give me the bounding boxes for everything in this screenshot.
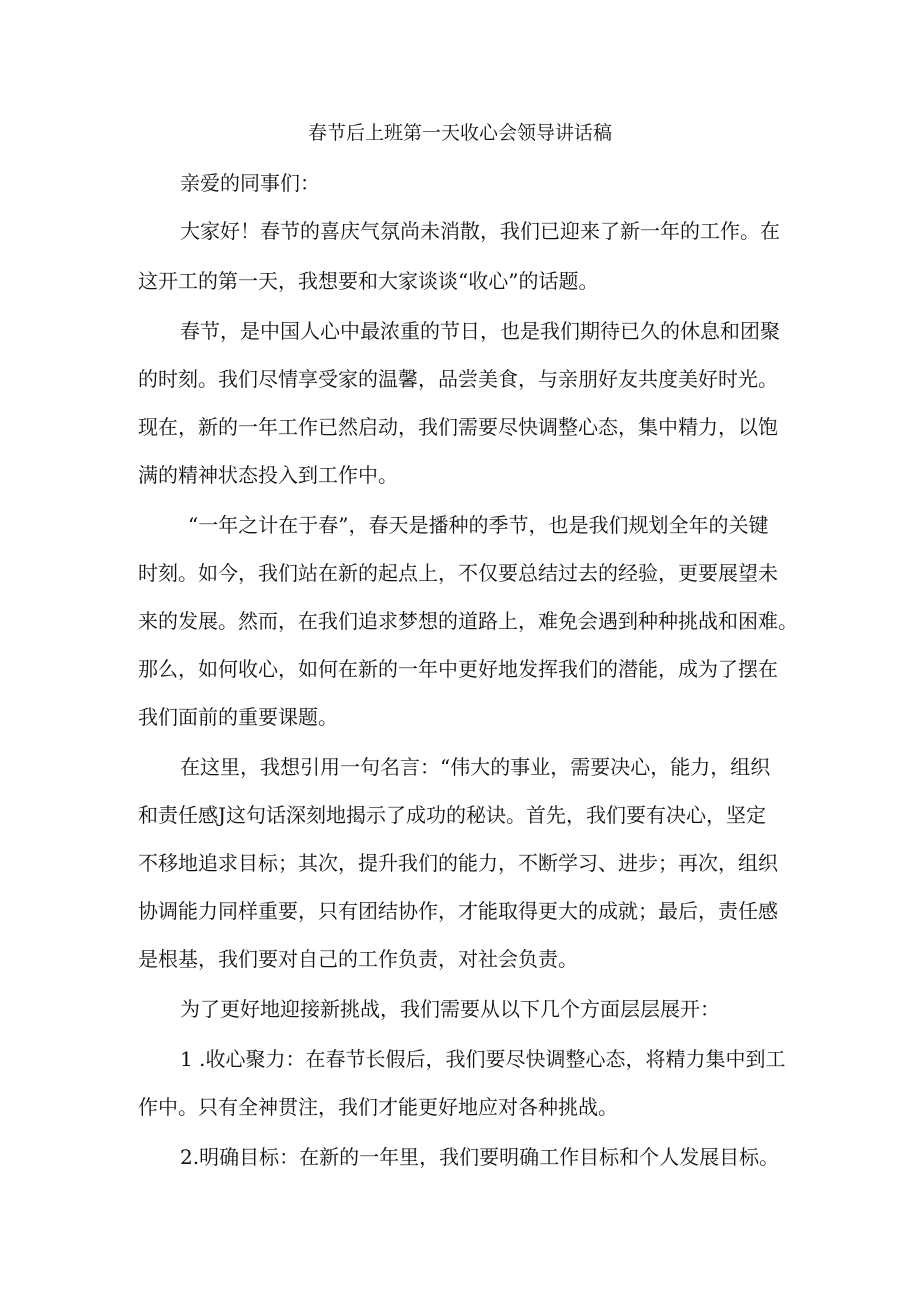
paragraph-line: 不移地追求目标；其次，提升我们的能力，不断学习、进步；再次，组织 [138, 851, 778, 875]
list-item-line: 1 .收心聚力：在春节长假后，我们要尽快调整心态，将精力集中到工 [180, 1047, 786, 1071]
paragraph-line: 现在，新的一年工作已然启动，我们需要尽快调整心态，集中精力，以饱 [138, 415, 778, 439]
paragraph-line: 那么，如何收心，如何在新的一年中更好地发挥我们的潜能，成为了摆在 [138, 657, 778, 681]
paragraph-line: 春节，是中国人心中最浓重的节日，也是我们期待已久的休息和团聚 [180, 319, 780, 343]
document-title: 春节后上班第一天收心会领导讲话稿 [307, 122, 612, 144]
paragraph-line: 来的发展。然而，在我们追求梦想的道路上，难免会遇到种种挑战和困难。 [138, 609, 798, 633]
paragraph-line: 协调能力同样重要，只有团结协作，才能取得更大的成就；最后，责任感 [138, 899, 778, 923]
list-item-line: 作中。只有全神贯注，我们才能更好地应对各种挑战。 [138, 1095, 618, 1119]
paragraph-line: 满的精神状态投入到工作中。 [138, 463, 398, 487]
paragraph-line: 大家好！春节的喜庆气氛尚未消散，我们已迎来了新一年的工作。在 [180, 219, 780, 243]
salutation: 亲爱的同事们： [180, 171, 320, 195]
paragraph-line: 这开工的第一天，我想要和大家谈谈“收心”的话题。 [138, 269, 599, 293]
paragraph-line: 在这里，我想引用一句名言：“伟大的事业，需要决心，能力，组织 [180, 755, 771, 779]
paragraph-line: 的时刻。我们尽情享受家的温馨，品尝美食，与亲朋好友共度美好时光。 [138, 367, 778, 391]
list-item-line: 2.明确目标：在新的一年里，我们要明确工作目标和个人发展目标。 [180, 1145, 780, 1169]
paragraph-line: 为了更好地迎接新挑战，我们需要从以下几个方面层层展开： [180, 997, 720, 1021]
paragraph-line: 是根基，我们要对自己的工作负责，对社会负责。 [138, 947, 578, 971]
paragraph-line: 时刻。如今，我们站在新的起点上，不仅要总结过去的经验，更要展望未 [138, 561, 778, 585]
paragraph-line: “一年之计在于春”，春天是播种的季节，也是我们规划全年的关键 [188, 513, 769, 537]
paragraph-line: 我们面前的重要课题。 [138, 705, 338, 729]
paragraph-line: 和责任感J这句话深刻地揭示了成功的秘诀。首先，我们要有决心，坚定 [138, 803, 767, 827]
